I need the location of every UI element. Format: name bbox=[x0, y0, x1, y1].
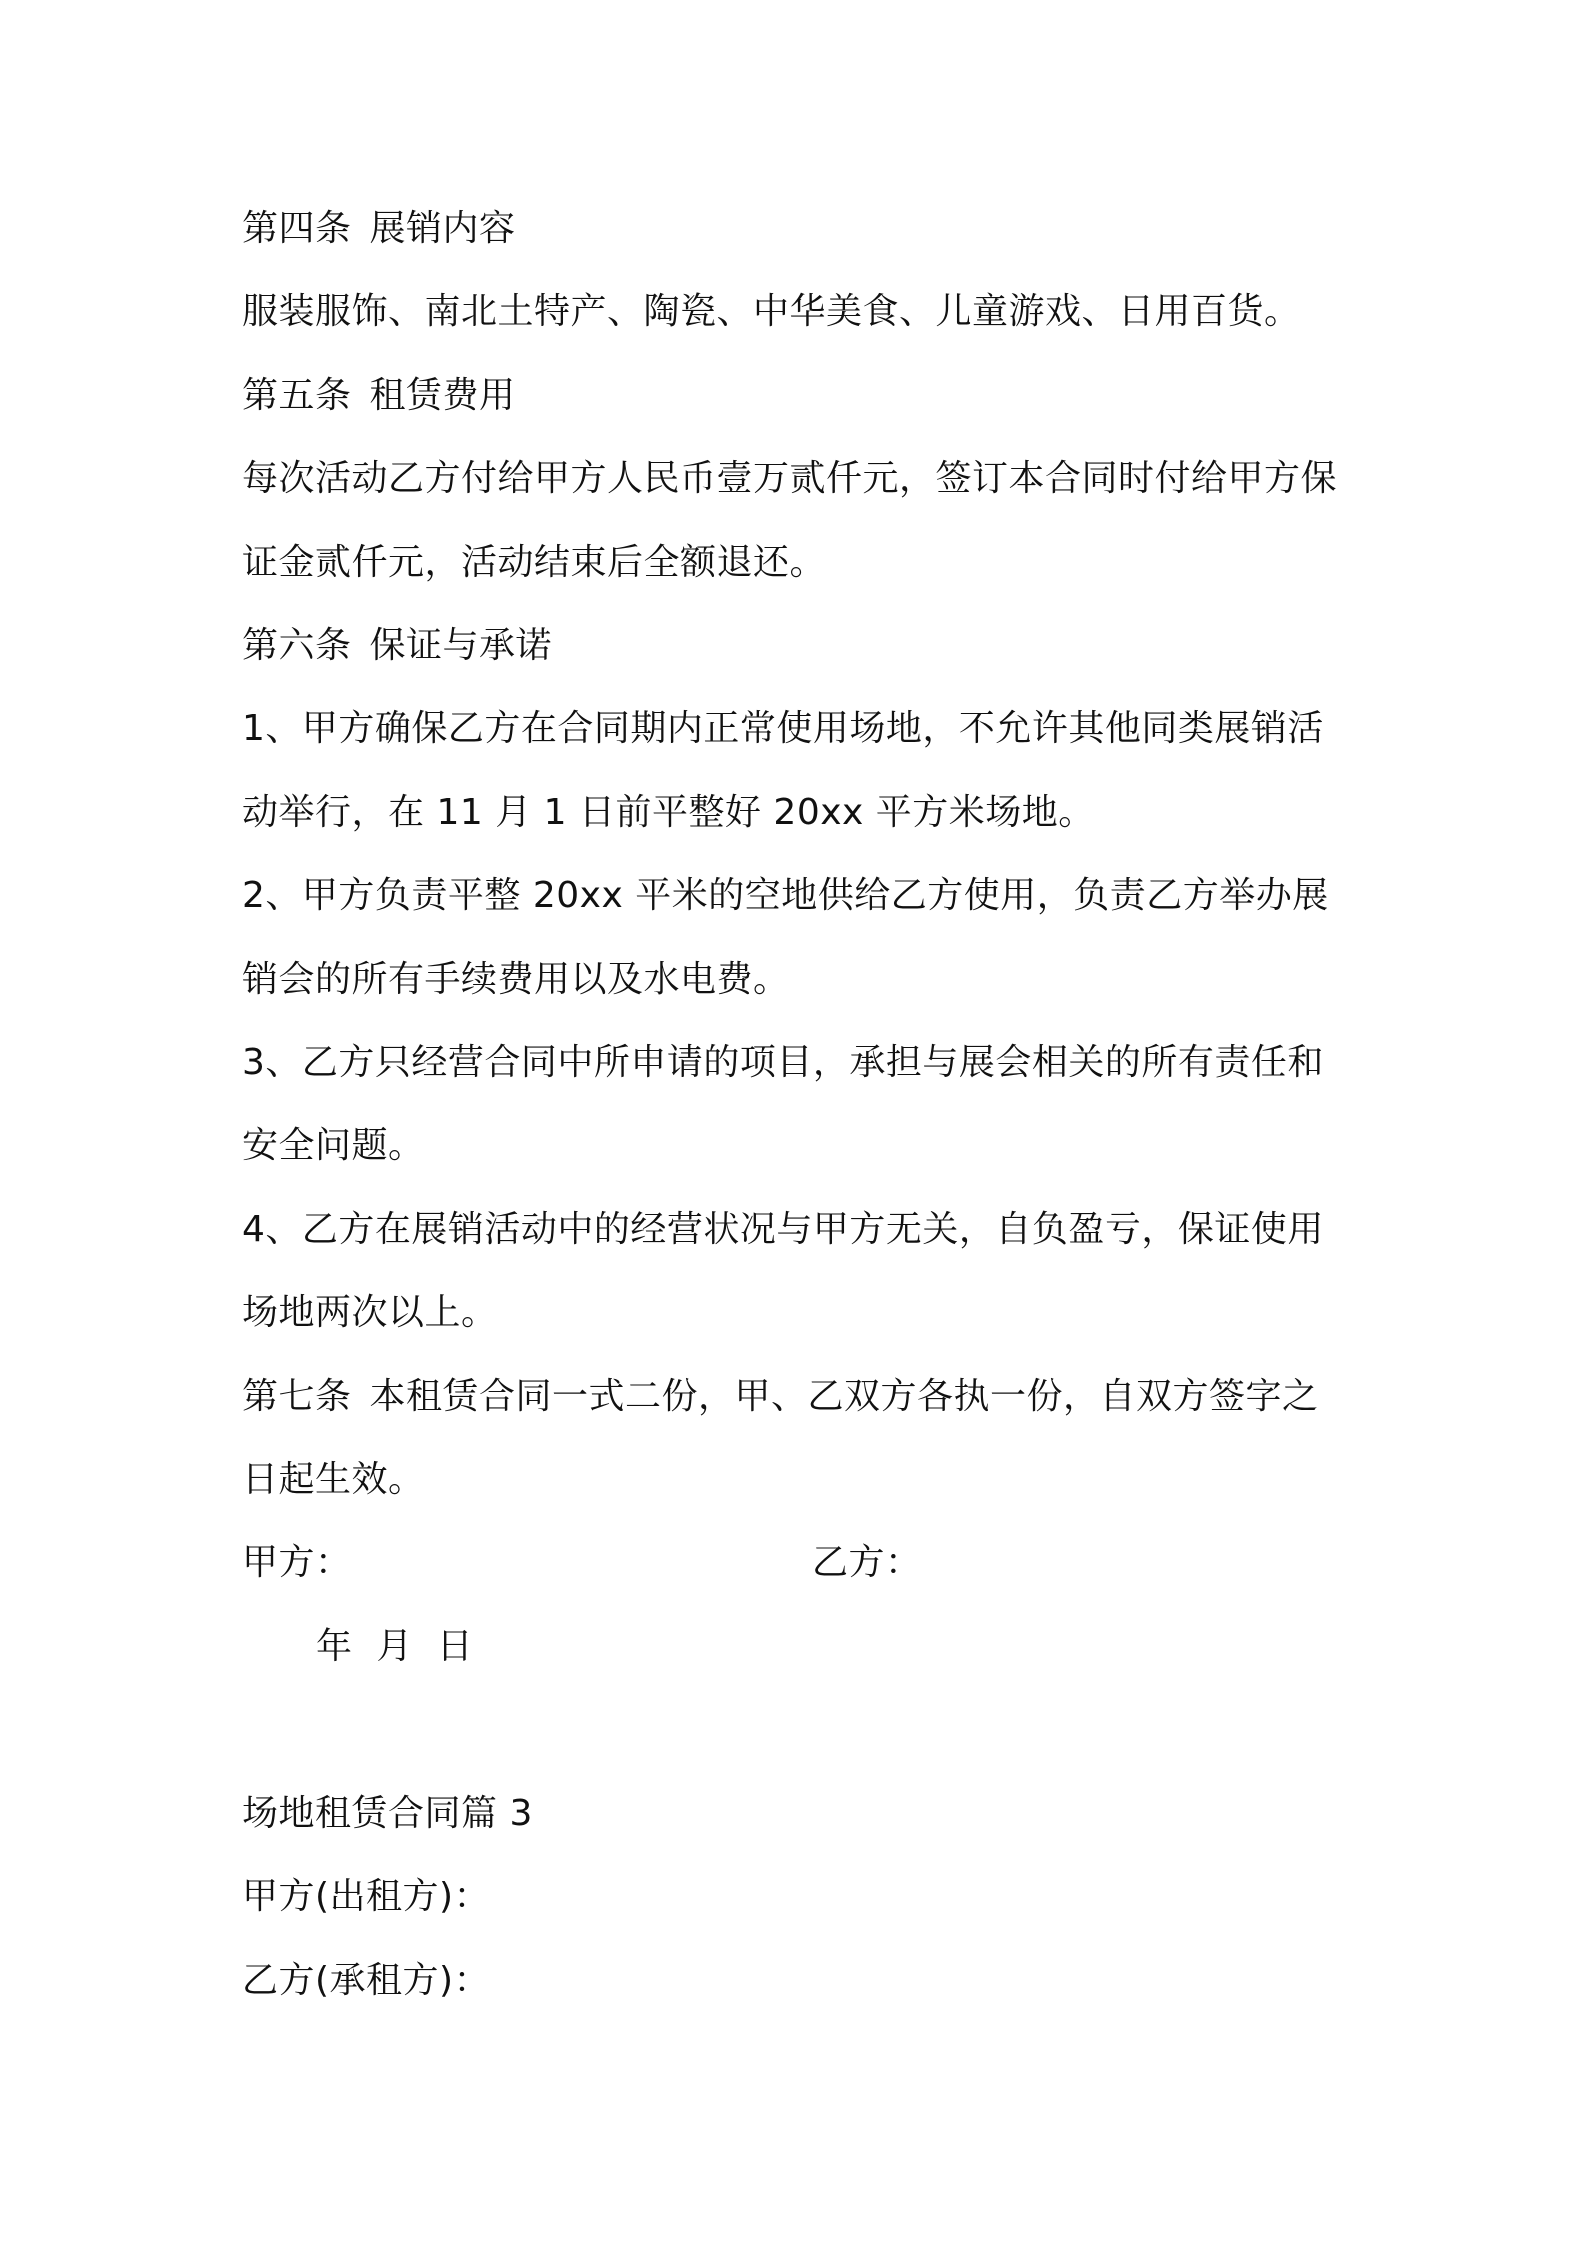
article-5-title: 租赁费用 bbox=[369, 375, 516, 416]
article-6-item-1-line-1: 1、甲方确保乙方在合同期内正常使用场地，不允许其他同类展销活 bbox=[242, 708, 1324, 749]
article-6-title: 保证与承诺 bbox=[369, 625, 553, 666]
article-6-item-4-line-1: 4、乙方在展销活动中的经营状况与甲方无关，自负盈亏，保证使用 bbox=[242, 1209, 1324, 1250]
article-7-number: 第七条 bbox=[242, 1376, 352, 1417]
article-4-title: 展销内容 bbox=[369, 208, 516, 249]
article-4-body: 服装服饰、南北土特产、陶瓷、中华美食、儿童游戏、日用百货。 bbox=[242, 291, 1301, 332]
party-b-signature-label: 乙方： bbox=[812, 1542, 922, 1583]
article-7-line-2: 日起生效。 bbox=[242, 1459, 425, 1500]
article-6-item-4-line-2: 场地两次以上。 bbox=[242, 1292, 498, 1333]
article-5-body-line-2: 证金贰仟元，活动结束后全额退还。 bbox=[242, 542, 827, 583]
article-5-heading bbox=[242, 372, 516, 420]
article-6-heading bbox=[242, 622, 552, 670]
article-4-number: 第四条 bbox=[242, 208, 352, 249]
article-6-item-2-line-1: 2、甲方负责平整 20xx 平米的空地供给乙方使用，负责乙方举办展 bbox=[242, 875, 1329, 916]
lessee-label: 乙方(承租方)： bbox=[242, 1960, 491, 2001]
article-7-text: 本租赁合同一式二份，甲、乙双方各执一份，自双方签字之 bbox=[369, 1376, 1319, 1417]
article-4-heading bbox=[242, 205, 516, 253]
article-6-item-3-line-1: 3、乙方只经营合同中所申请的项目，承担与展会相关的所有责任和 bbox=[242, 1042, 1324, 1083]
article-6-item-3-line-2: 安全问题。 bbox=[242, 1125, 425, 1166]
article-5-number: 第五条 bbox=[242, 375, 352, 416]
next-contract-title: 场地租赁合同篇 3 bbox=[242, 1793, 533, 1834]
signature-date: 年 月 日 bbox=[316, 1626, 474, 1667]
lessor-label: 甲方(出租方)： bbox=[242, 1876, 491, 1917]
article-6-item-1-line-2: 动举行，在 11 月 1 日前平整好 20xx 平方米场地。 bbox=[242, 792, 1095, 833]
article-7-line-1 bbox=[242, 1373, 1319, 1421]
article-6-number: 第六条 bbox=[242, 625, 352, 666]
party-a-signature-label: 甲方： bbox=[242, 1542, 352, 1583]
article-5-body-line-1: 每次活动乙方付给甲方人民币壹万贰仟元，签订本合同时付给甲方保 bbox=[242, 458, 1338, 499]
article-6-item-2-line-2: 销会的所有手续费用以及水电费。 bbox=[242, 959, 790, 1000]
